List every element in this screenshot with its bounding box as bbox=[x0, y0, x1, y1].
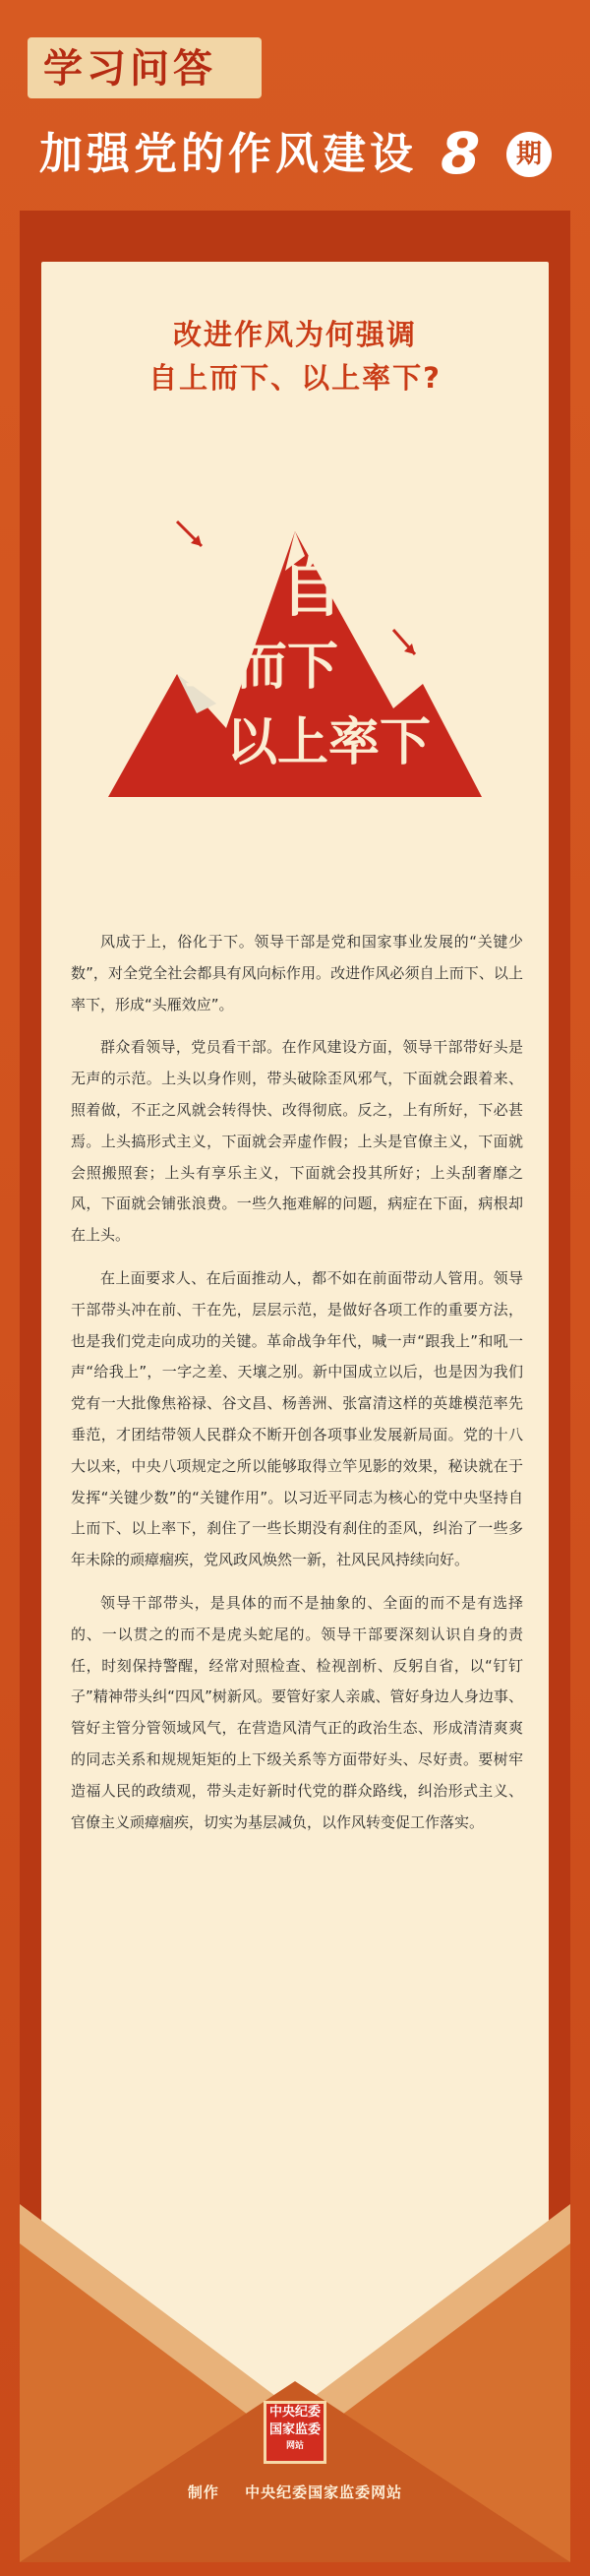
credit-line bbox=[0, 2482, 590, 2502]
seal-line-3: 网站 bbox=[285, 2441, 304, 2451]
paragraph: 群众看领导，党员看干部。在作风建设方面，领导干部带好头是无声的示范。上头以身作则，带头破除歪风邪气，下面就会跟着来、照着做，不正之风就会转得快、改得彻底。反之，上有所好，下必甚焉。上头搞形式主义，下面就会弄虚作假；上头是官僚主义，下面就会照搬照套；上头有享乐主义，下面就会投其所好；上头刮奢靡之风，下面就会铺张浪费。一些久拖难解的问题，病症在下面，病根却在上头。 bbox=[71, 1038, 523, 1245]
mountain-illustration bbox=[108, 502, 482, 797]
paragraph: 领导干部带头，是具体的而不是抽象的、全面的而不是有选择的、一以贯之的而不是虎头蛇尾的。领导干部要深刻认识自身的责任，时刻保持警醒，经常对照检查、检视剖析、反躬自省，以“钉钉子”精神带头纠“四风”树新风。要管好家人亲戚、管好身边人身边事、管好主管分管领域风气，在营造风清气正的政治生态、形成清清爽爽的同志关系和规规矩矩的上下级关系等方面带好头、尽好责。要树牢造福人民的政绩观，带头走好新时代党的群众路线，纠治形式主义、官僚主义顽瘴痼疾，切实为基层减负，以作风转变促工作落实。 bbox=[71, 1593, 523, 1831]
question-line-1: 改进作风为何强调 bbox=[172, 318, 417, 351]
paragraph: 在上面要求人、在后面推动人，都不如在前面带动人管用。领导干部带头冲在前、干在先，层层示范，是做好各项工作的重要方法，也是我们党走向成功的关键。革命战争年代，喊一声“跟我上”和吼一声“给我上”，一字之差、天壤之别。新中国成立以后，也是因为我们党有一大批像焦裕禄、谷文昌、杨善洲、张富清这样的英雄模范率先垂范，才团结带领人民群众不断开创各项事业发展新局面。党的十八大以来，中央八项规定之所以能够取得立竿见影的效果，秘诀就在于发挥“关键少数”的“关键作用”。以习近平同志为核心的党中央坚持自上而下、以上率下，刹住了一些长期没有刹住的歪风，纠治了一些多年未除的顽瘴痼疾，党风政风焕然一新，社风民风持续向好。 bbox=[71, 1268, 523, 1569]
credit-org: 中央纪委国家监委网站 bbox=[245, 2484, 403, 2501]
logo-seal bbox=[264, 2401, 326, 2464]
series-title: 加强党的作风建设 bbox=[39, 129, 417, 179]
question-title bbox=[41, 313, 549, 399]
column-tag: 学习问答 bbox=[43, 46, 216, 92]
issue-number: 8 bbox=[441, 120, 481, 187]
envelope-flap bbox=[20, 2204, 570, 2562]
seal-line-1: 中央纪委 bbox=[268, 2405, 321, 2420]
illustration-middle-text: 上而下 bbox=[185, 638, 339, 697]
question-line-2: 自上而下、以上率下? bbox=[148, 361, 442, 395]
issue-suffix: 期 bbox=[515, 140, 542, 169]
credit-label: 制作 bbox=[187, 2484, 219, 2501]
illustration-bottom-text: 以上率下 bbox=[226, 713, 432, 772]
article-body bbox=[71, 927, 523, 1850]
seal-line-2: 国家监委 bbox=[268, 2423, 321, 2437]
illustration-top-glyph: 自 bbox=[280, 553, 343, 626]
paragraph: 风成于上，俗化于下。领导干部是党和国家事业发展的“关键少数”，对全党全社会都具有风向标作用。改进作风必须自上而下、以上率下，形成“头雁效应”。 bbox=[71, 933, 523, 1013]
